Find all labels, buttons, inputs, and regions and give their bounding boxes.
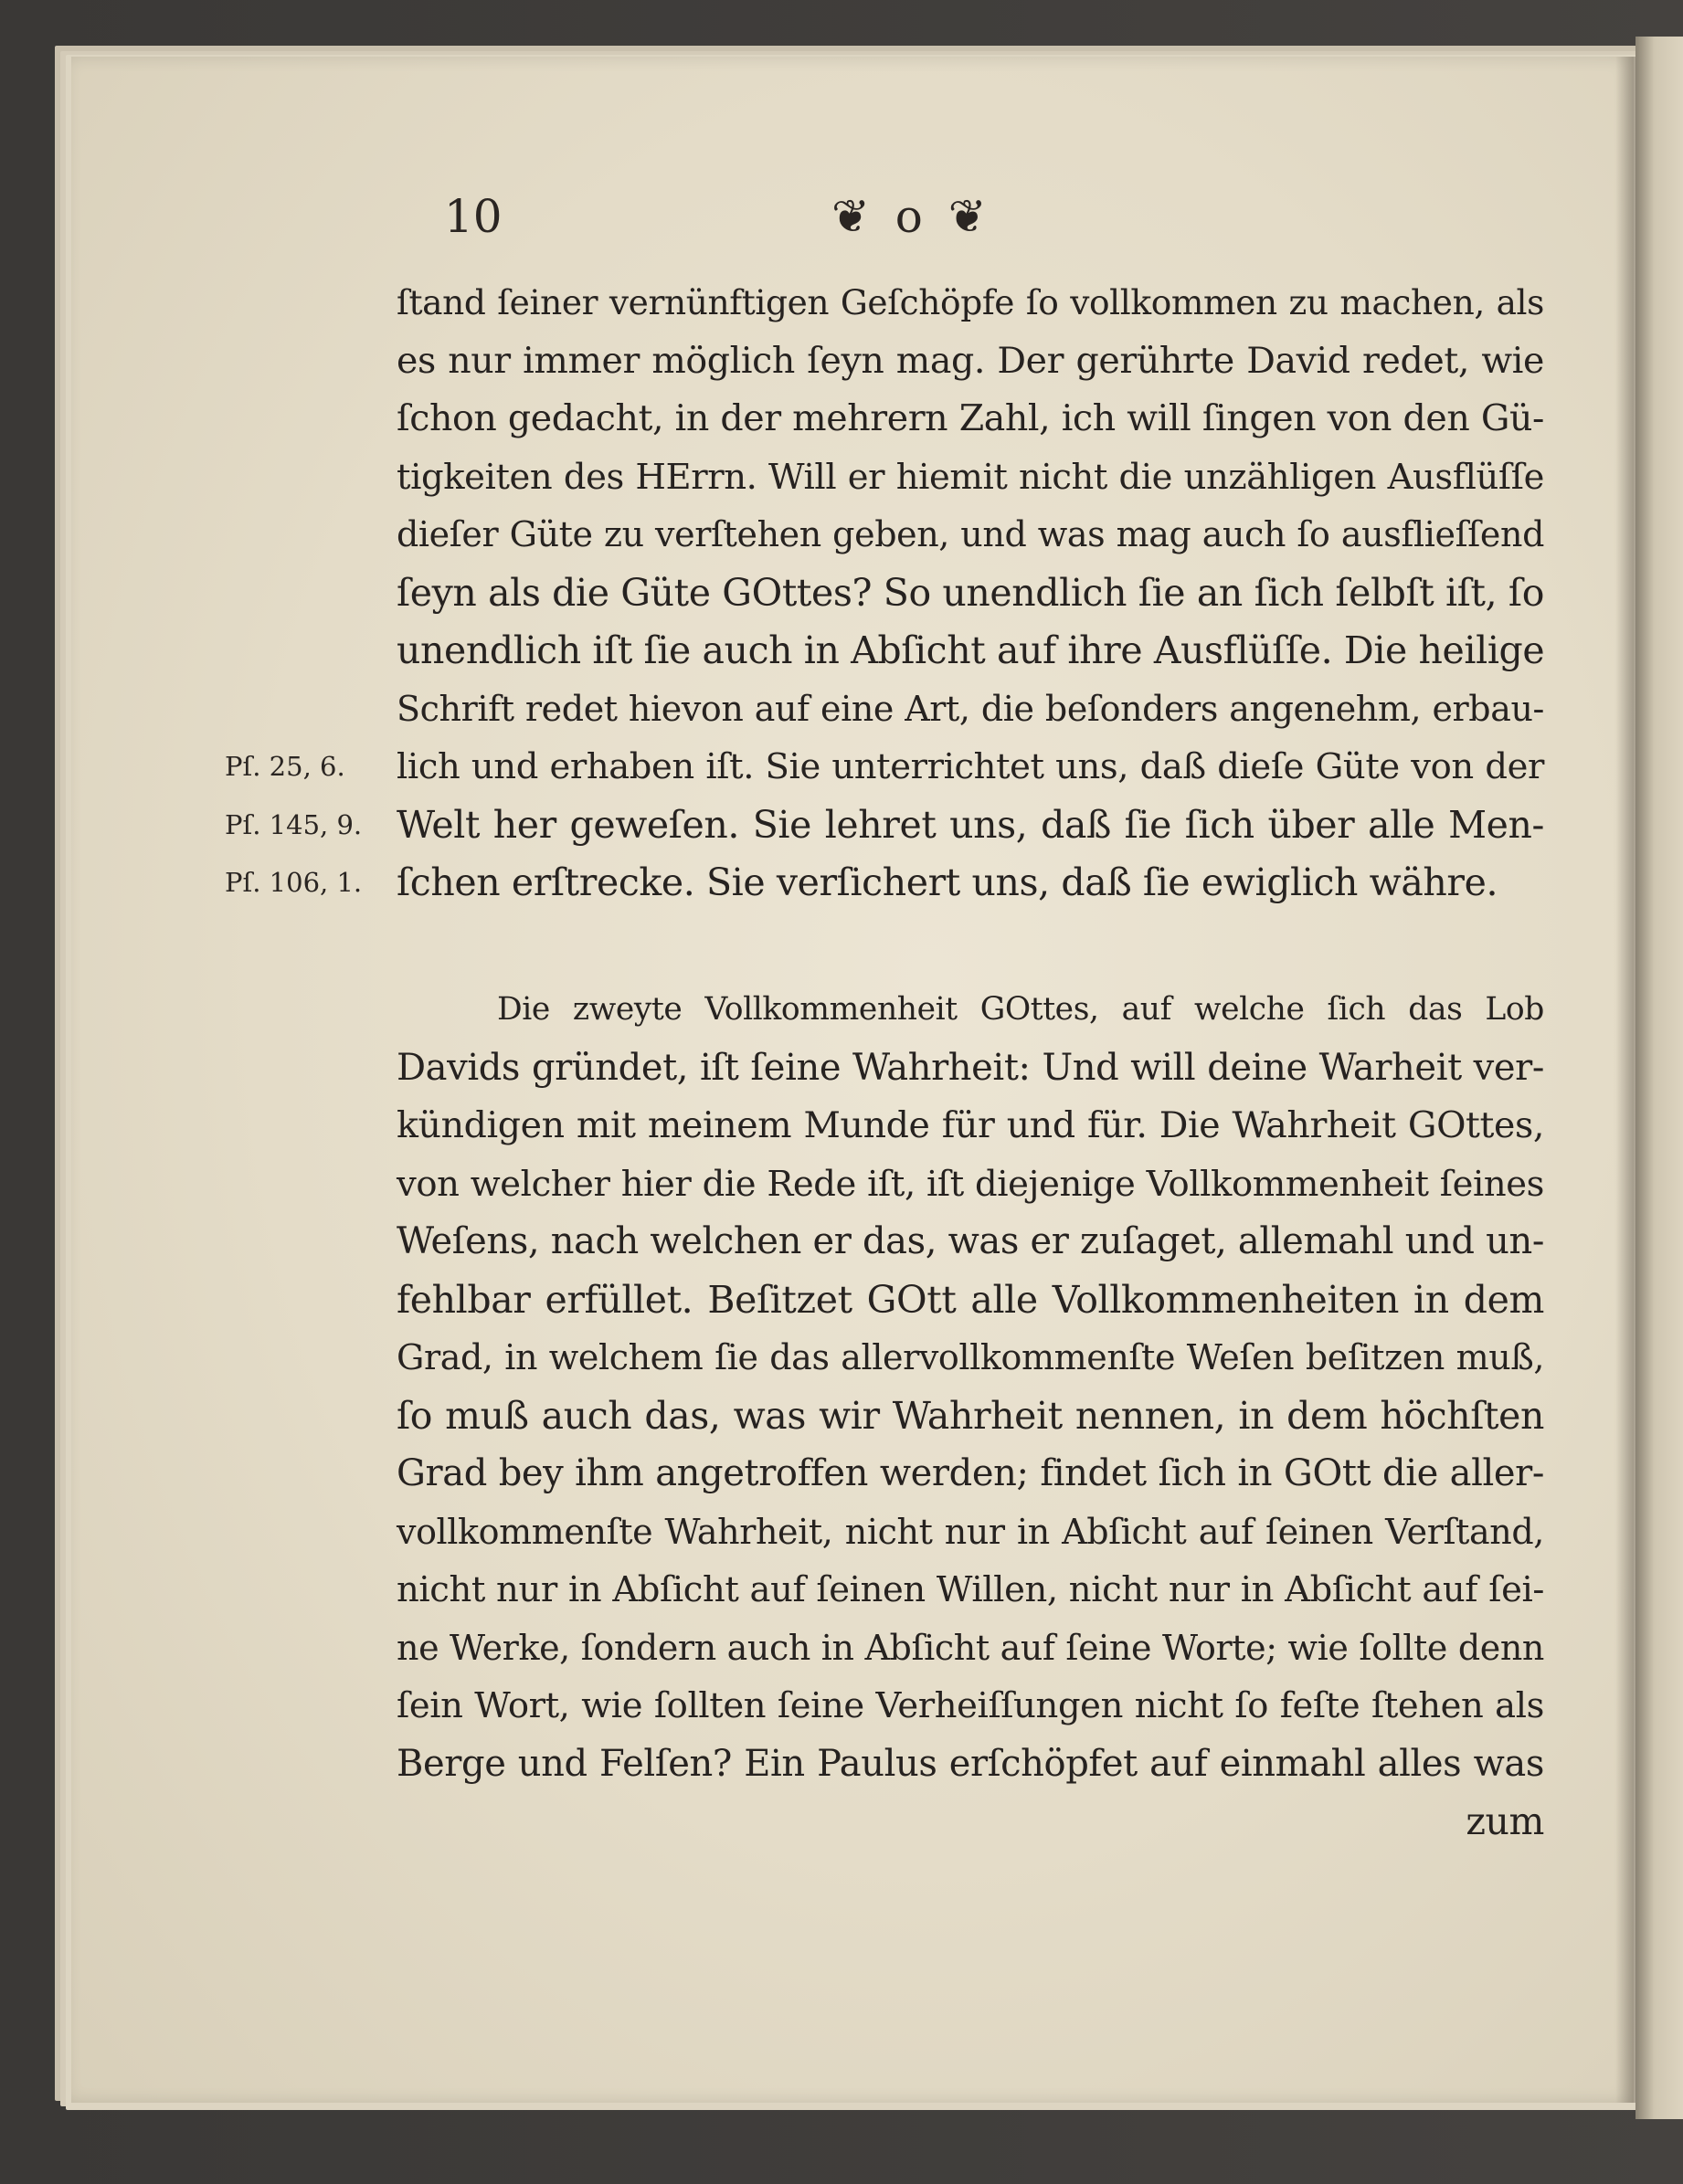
text-line: ſo muß auch das, was wir Wahrheit nennen, in dem höchſten [397,1393,1544,1438]
text-line: ſein Wort, wie ſollten ſeine Verheiſſungen nicht ſo feſte ſtehen als [397,1685,1544,1726]
text-line: ſchon gedacht, in der mehrern Zahl, ich will ſingen von den Gü- [397,397,1544,439]
text-line: es nur immer möglich ſeyn mag. Der gerührte David redet, wie [397,339,1544,382]
text-line: ſchen erſtrecke. Sie verſichert uns, daß ſie ewiglich währe. [397,860,1498,904]
margin-notes [225,738,389,913]
text-line: fehlbar erfüllet. Beſitzet GOtt alle Vollkommenheiten in dem [397,1277,1544,1322]
text-line: kündigen mit meinem Munde für und für. Die Wahrheit GOttes, [397,1104,1544,1146]
page-number: 10 [444,190,503,243]
text-line: Grad, in welchem ſie das allervollkommenſte Weſen beſitzen muß, [397,1337,1544,1377]
paragraph-1 [397,274,1544,913]
text-line: ſtand ſeiner vernünftigen Geſchöpfe ſo vollkommen zu machen, als [397,282,1544,322]
text-line: Weſens, nach welchen er das, was er zuſaget, allemahl und un- [397,1220,1544,1262]
page-header [0,190,1683,254]
text-line: von welcher hier die Rede iſt, iſt diejenige Vollkommenheit ſeines [397,1163,1544,1205]
text-line: ſeyn als die Güte GOttes? So unendlich ſie an ſich ſelbſt iſt, ſo [397,570,1544,615]
text-line: Berge und Felſen? Ein Paulus erſchöpfet auf einmahl alles was [397,1742,1544,1785]
text-line: Welt her geweſen. Sie lehret uns, daß ſie ſich über alle Men- [397,802,1544,847]
catchword: zum [1466,1799,1544,1843]
text-line: Die zweyte Vollkommenheit GOttes, auf welche ſich das Lob [497,991,1544,1028]
text-line: unendlich iſt ſie auch in Abſicht auf ihre Ausflüſſe. Die heilige [397,628,1545,672]
paragraph-2 [397,981,1544,1852]
text-line: Davids gründet, iſt ſeine Wahrheit: Und will deine Warheit ver- [397,1046,1544,1089]
book-gutter [1615,57,1637,2103]
text-line: lich und erhaben iſt. Sie unterrichtet uns, daß dieſe Güte von der [397,746,1544,787]
facing-page-edge [1635,37,1683,2119]
text-line: nicht nur in Abſicht auf ſeinen Willen, nicht nur in Abſicht auf ſei- [397,1569,1544,1610]
margin-note: Pſ. 145, 9. [225,808,363,840]
text-line: ne Werke, ſondern auch in Abſicht auf ſeine Worte; wie ſollte denn [397,1627,1544,1668]
text-line: Grad bey ihm angetroffen werden; findet ſich in GOtt die aller- [397,1452,1544,1494]
text-line: tigkeiten des HErrn. Will er hiemit nicht die unzähligen Ausflüſſe [397,456,1544,498]
header-ornament: ❦ o ❦ [831,190,992,243]
margin-note: Pſ. 25, 6. [225,751,345,782]
text-line: vollkommenſte Wahrheit, nicht nur in Abſicht auf ſeinen Verſtand, [397,1511,1544,1552]
text-line: dieſer Güte zu verſtehen geben, und was mag auch ſo ausflieſſend [397,514,1544,554]
margin-note: Pſ. 106, 1. [225,867,363,898]
text-line: Schrift redet hievon auf eine Art, die beſonders angenehm, erbau- [397,688,1544,729]
